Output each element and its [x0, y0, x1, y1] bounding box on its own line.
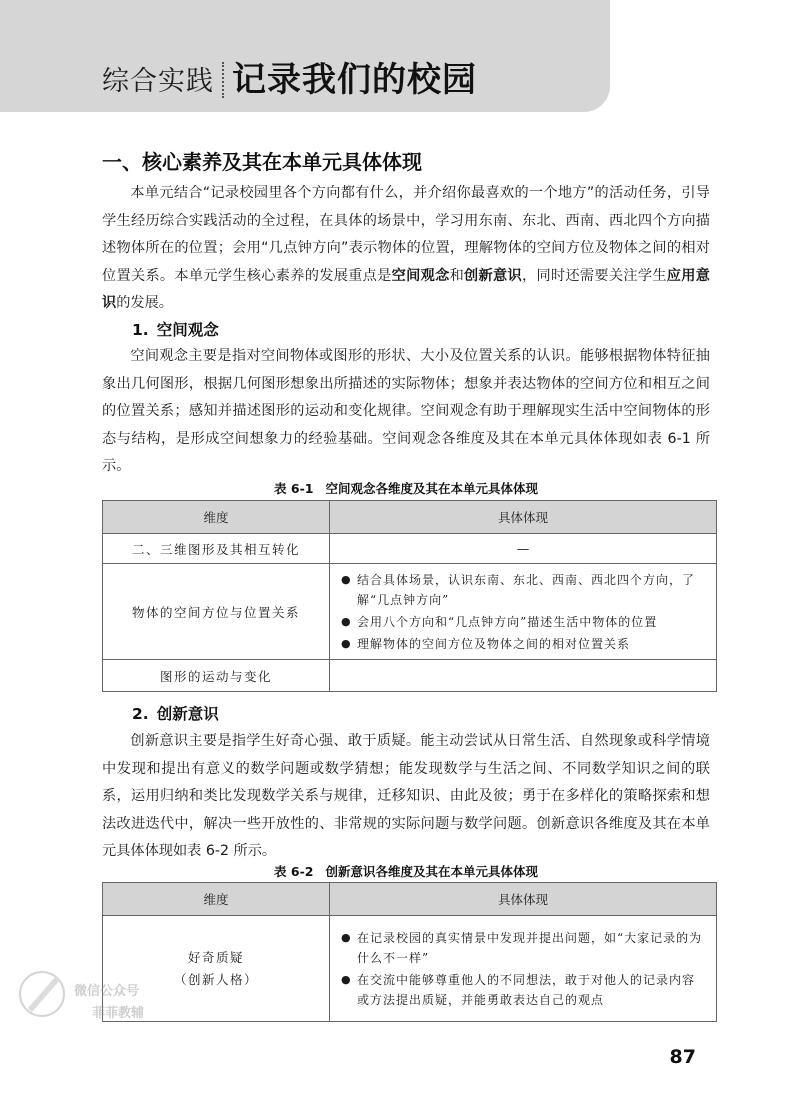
watermark-line-2: 菲菲教辅: [92, 1006, 145, 1021]
page-title: [102, 44, 477, 104]
subsection-heading-2: [132, 702, 219, 724]
bullet-text: 结合具体场景，认识东南、东北、西南、西北四个方向，了解“几点钟方向”: [357, 572, 696, 607]
bullet-icon: ●: [341, 636, 352, 650]
title-prefix: 综合实践: [102, 66, 214, 97]
watermark-logo-icon: [12, 962, 76, 1026]
bullet-list: [331, 924, 715, 1014]
section-heading: 一、核心素养及其在本单元具体体现: [102, 150, 422, 174]
watermark-line-1: 微信公众号: [74, 984, 140, 999]
bullet-text: 会用八个方向和“几点钟方向”描述生活中物体的位置: [357, 614, 658, 629]
intro-bold-1: 空间观念: [391, 267, 450, 284]
table-caption-number-1: 表 6-1: [274, 481, 314, 496]
watermark: [12, 962, 162, 1026]
table-caption-title-2: 创新意识各维度及其在本单元具体体现: [325, 864, 538, 879]
bullet-list: [331, 566, 715, 658]
table-cell-dimension: 物体的空间方位与位置关系: [103, 564, 330, 660]
intro-text-3: ，同时还需要关注学生: [521, 267, 667, 284]
table-caption-number-2: 表 6-2: [274, 864, 314, 879]
table-row: [103, 534, 717, 564]
subsection-number-1: 1.: [132, 321, 149, 339]
subsection-paragraph-1: 空间观念主要是指对空间物体或图形的形状、大小及位置关系的认识。能够根据物体特征抽象出几何图形，根据几何图形想象出所描述的实际物体；想象并表达物体的空间方位和相互之间的位置关系；感知并描述图形的运动和变化规律。空间观念有助于理解现实生活中空间物体的形态与结构，是形成空间想象力的经验基础。空间观念各维度及其在本单元具体体现如表 6-1 所示。: [102, 348, 710, 474]
list-item: [341, 570, 707, 610]
table-header-cell: 具体体现: [330, 883, 717, 916]
bullet-text: 在记录校园的真实情景中发现并提出问题，如“大家记录的为什么不一样”: [357, 930, 703, 965]
table-spatial: [102, 500, 717, 692]
table-header-cell: 维度: [103, 883, 330, 916]
table-caption-2: [102, 862, 710, 880]
intro-text-4: 的发展。: [116, 295, 173, 311]
bullet-text: 理解物体的空间方位及物体之间的相对位置关系: [357, 636, 631, 651]
table-cell-value: —: [330, 534, 717, 564]
table-header-row: [103, 501, 717, 534]
table-innovation: [102, 882, 717, 1022]
subsection-heading-1: [132, 318, 219, 340]
bullet-icon: ●: [341, 614, 352, 628]
table-caption-1: [102, 479, 710, 497]
list-item: [341, 928, 707, 968]
intro-bold-3: 应用意识: [102, 267, 710, 311]
table-row: [103, 916, 717, 1022]
page-number: 87: [669, 1046, 696, 1068]
intro-bold-2: 创新意识: [464, 267, 522, 284]
table-row: [103, 660, 717, 692]
intro-paragraph: [102, 180, 710, 318]
table-cell-dimension: 二、三维图形及其相互转化: [103, 534, 330, 564]
subsection-title-1: 空间观念: [156, 321, 219, 339]
table-header-cell: 维度: [103, 501, 330, 534]
subsection-title-2: 创新意识: [156, 705, 219, 723]
title-separator: [222, 62, 224, 98]
list-item: [341, 612, 707, 632]
table-cell-value: [330, 564, 717, 660]
dimension-subname: （创新人格）: [173, 971, 258, 987]
title-main: 记录我们的校园: [232, 60, 477, 100]
table-cell-value: [330, 660, 717, 692]
subsection-number-2: 2.: [132, 705, 149, 723]
table-row: [103, 564, 717, 660]
bullet-icon: ●: [341, 972, 352, 986]
table-header-cell: 具体体现: [330, 501, 717, 534]
bullet-text: 在交流中能够尊重他人的不同想法，敢于对他人的记录内容或方法提出质疑，并能勇敢表达自己的观点: [357, 972, 696, 1007]
table-header-row: [103, 883, 717, 916]
dimension-name: 好奇质疑: [187, 949, 244, 965]
list-item: [341, 970, 707, 1010]
table-cell-dimension: 图形的运动与变化: [103, 660, 330, 692]
intro-text-1: 本单元结合“记录校园里各个方向都有什么，并介绍你最喜欢的一个地方”的活动任务，引导学生经历综合实践活动的全过程，在具体的场景中，学习用东南、东北、西南、西北四个方向描述物体所在的位置；会用“几点钟方向”表示物体的位置，理解物体的空间方位及物体之间的相对位置关系。本单元学生核心素养的发展重点是: [102, 185, 710, 284]
table-caption-title-1: 空间观念各维度及其在本单元具体体现: [325, 481, 538, 496]
table-cell-value: [330, 916, 717, 1022]
intro-text-2: 和: [449, 267, 465, 284]
bullet-icon: ●: [341, 930, 352, 944]
bullet-icon: ●: [341, 572, 352, 586]
subsection-paragraph-2: 创新意识主要是指学生好奇心强、敢于质疑。能主动尝试从日常生活、自然现象或科学情境中发现和提出有意义的数学问题或数学猜想；能发现数学与生活之间、不同数学知识之间的联系，运用归纳和类比发现数学关系与规律，迁移知识、由此及彼；勇于在多样化的策略探索和想法改进迭代中，解决一些开放性的、非常规的实际问题与数学问题。创新意识各维度及其在本单元具体体现如表 6-2 所示。: [102, 733, 710, 859]
list-item: [341, 634, 707, 654]
